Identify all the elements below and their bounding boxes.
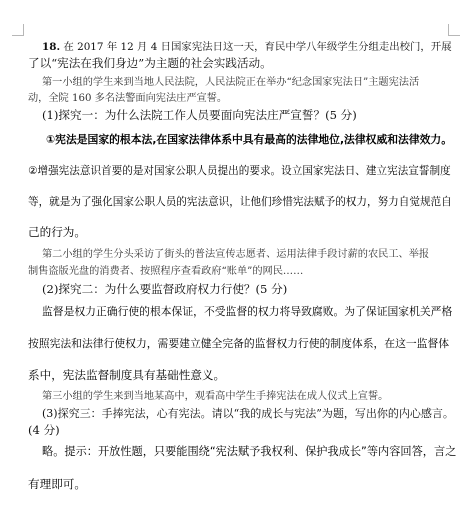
group2-answer-line1: 监督是权力正确行使的根本保证，不受监督的权力将导致腐败。为了保证国家机关严格 [42,305,453,318]
group3-answer-line2: 有理即可。 [28,477,86,491]
group2-description-line1: 第二小组的学生分头采访了街头的普法宣传志愿者、运用法律手段讨薪的农民工、举报 [42,249,430,260]
group1-answer-line4: 己的行为。 [28,225,86,239]
group1-answer-line3: 等，就是为了强化国家公职人员的宪法意识，让他们珍惜宪法赋予的权力，努力自觉规范自 [28,196,452,208]
question-intro-line1: 18. 在 2017 年 12 月 4 日国家宪法日这一天，育民中学八年级学生分组走出校门，开展 [42,41,452,53]
group1-probe-question: (1)探究一：为什么法院工作人员要面向宪法庄严宣誓？(5 分) [42,108,357,122]
page-corner-mark-left [12,24,24,36]
group2-probe-question: (2)探究二：为什么要监督政府权力行使？(5 分) [42,282,288,296]
group3-answer-line1: 略。提示：开放性题，只要能围绕“宪法赋予我权利、保护我成长”等内容回答，言之 [42,445,457,458]
group2-description-line2: 制售盗版光盘的消费者、按照程序查看政府“账单”的网民…… [28,266,304,277]
group3-description-line1: 第三小组的学生来到当地某高中，观看高中学生手捧宪法在成人仪式上宣誓。 [42,391,389,402]
question-number: 18. [42,41,61,53]
group2-answer-line2: 按照宪法和法律行使权力，需要建立健全完备的监督权力行使的制度体系，在这一监督体 [28,337,450,350]
question-intro-line2: 了以“宪法在我们身边”为主题的社会实践活动。 [28,56,272,70]
group2-answer-line3: 系中，宪法监督制度具有基础性意义。 [28,368,226,382]
group3-probe-question-line2: (4 分) [28,423,60,437]
group1-answer-line2: ②增强宪法意识首要的是对国家公职人员提出的要求。设立国家宪法日、建立宪法宣誓制度 [28,165,451,177]
group3-probe-question-line1: (3)探究三：手捧宪法，心有宪法。请以“我的成长与宪法”为题，写出你的内心感言。 [42,407,454,420]
page-corner-mark-right [448,24,460,36]
group1-answer-line1: ①宪法是国家的根本法,在国家法律体系中具有最高的法律地位,法律权威和法律效力。 [46,133,453,146]
group1-description-line1: 第一小组的学生来到当地人民法院，人民法院正在举办“纪念国家宪法日”主题宪法活 [42,77,420,88]
group1-description-line2: 动，全院 160 多名法警面向宪法庄严宣誓。 [28,93,228,104]
